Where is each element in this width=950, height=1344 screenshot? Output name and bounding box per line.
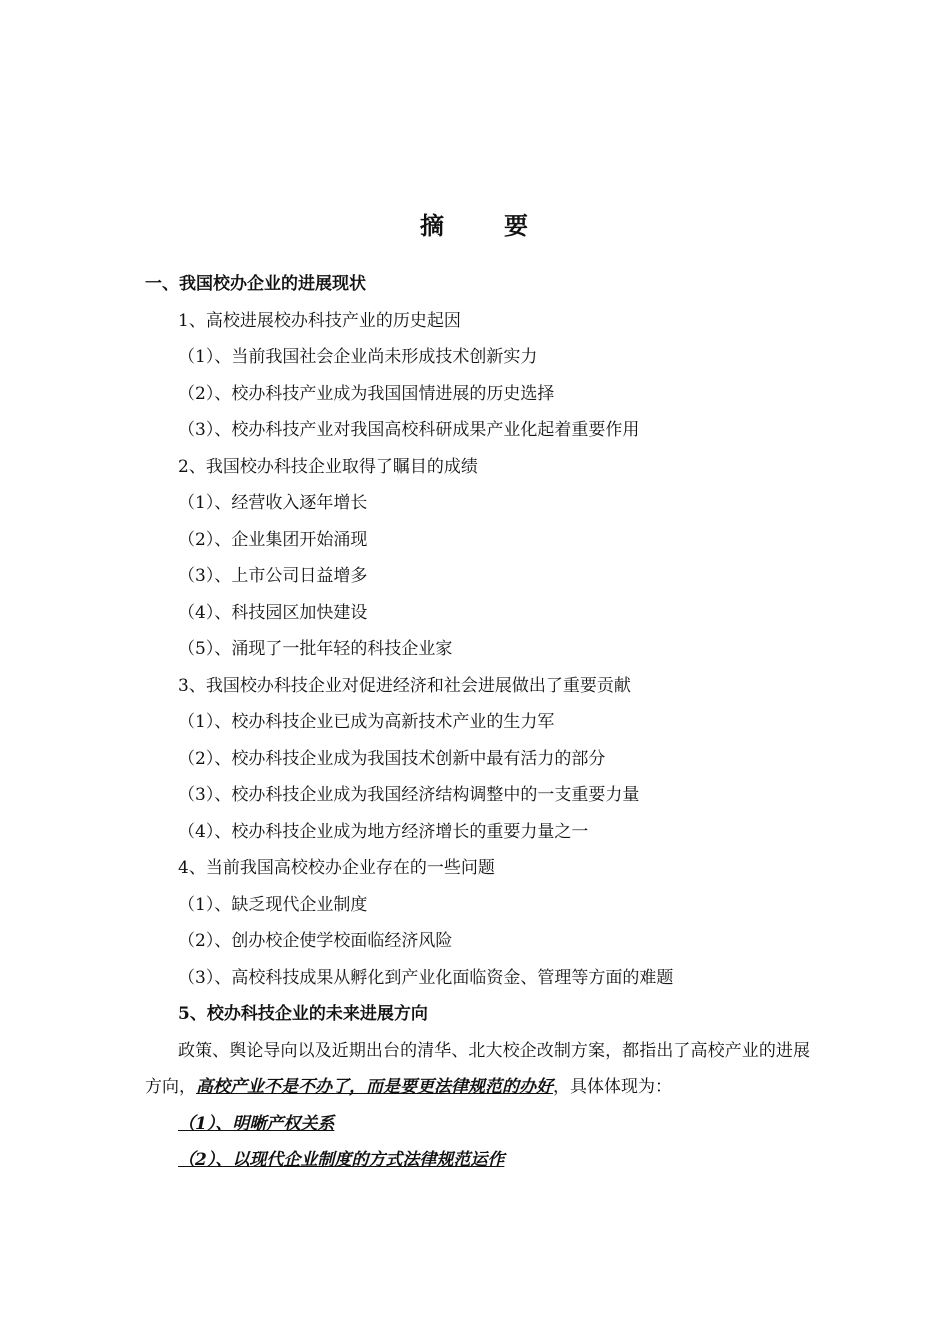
outline-subitem: （1）、经营收入逐年增长 bbox=[178, 493, 368, 513]
title-char-1: 摘 bbox=[420, 211, 446, 240]
outline-subitem: （4）、科技园区加快建设 bbox=[178, 602, 368, 623]
outline-subitem: （4）、校办科技企业成为地方经济增长的重要力量之一 bbox=[178, 821, 589, 842]
outline-subitem: （2）、校办科技产业成为我国国情进展的历史选择 bbox=[178, 383, 555, 404]
emphasis-item: （2）、以现代企业制度的方式法律规范运作 bbox=[178, 1150, 505, 1170]
body-paragraph bbox=[145, 1033, 810, 1106]
title-char-2: 要 bbox=[504, 211, 530, 240]
outline-subitem: （2）、企业集团开始涌现 bbox=[178, 529, 368, 550]
outline-item-2: 2、我国校办科技企业取得了瞩目的成绩 bbox=[178, 456, 478, 477]
document-body bbox=[145, 266, 810, 1179]
paragraph-text-after: ，具体体现为： bbox=[553, 1077, 672, 1097]
outline-item-3: 3、我国校办科技企业对促进经济和社会进展做出了重要贡献 bbox=[178, 675, 631, 696]
document-title bbox=[0, 206, 950, 241]
paragraph-emphasis: 高校产业不是不办了，而是要更法律规范的办好 bbox=[196, 1077, 553, 1097]
paragraph-text-before: 政策、舆论导向以及近期出台的清华、北大校企改制方案，都指出了高校产业的进展方向， bbox=[145, 1040, 810, 1097]
outline-subitem: （1）、当前我国社会企业尚未形成技术创新实力 bbox=[178, 347, 538, 367]
emphasis-item-row bbox=[145, 1142, 810, 1179]
outline-subitem: （3）、校办科技产业对我国高校科研成果产业化起着重要作用 bbox=[178, 420, 640, 440]
outline-subitem: （1）、校办科技企业已成为高新技术产业的生力军 bbox=[178, 712, 555, 732]
outline-subitem: （5）、涌现了一批年轻的科技企业家 bbox=[178, 639, 453, 659]
outline-subitem: （2）、校办科技企业成为我国技术创新中最有活力的部分 bbox=[178, 748, 606, 769]
outline-subitem: （1）、缺乏现代企业制度 bbox=[178, 894, 368, 915]
outline-subitem: （2）、创办校企使学校面临经济风险 bbox=[178, 931, 453, 951]
outline-item-4: 4、当前我国高校校办企业存在的一些问题 bbox=[178, 858, 495, 878]
outline-subitem: （3）、校办科技企业成为我国经济结构调整中的一支重要力量 bbox=[178, 785, 640, 805]
section-heading: 一、我国校办企业的进展现状 bbox=[145, 274, 366, 294]
outline-item-5-heading: 5、校办科技企业的未来进展方向 bbox=[178, 1004, 428, 1024]
outline-subitem: （3）、高校科技成果从孵化到产业化面临资金、管理等方面的难题 bbox=[178, 967, 674, 988]
emphasis-item: （1）、明晰产权关系 bbox=[178, 1113, 335, 1134]
outline-item-1: 1、高校进展校办科技产业的历史起因 bbox=[178, 310, 461, 331]
emphasis-item-row bbox=[145, 1106, 810, 1143]
outline-subitem: （3）、上市公司日益增多 bbox=[178, 566, 368, 586]
